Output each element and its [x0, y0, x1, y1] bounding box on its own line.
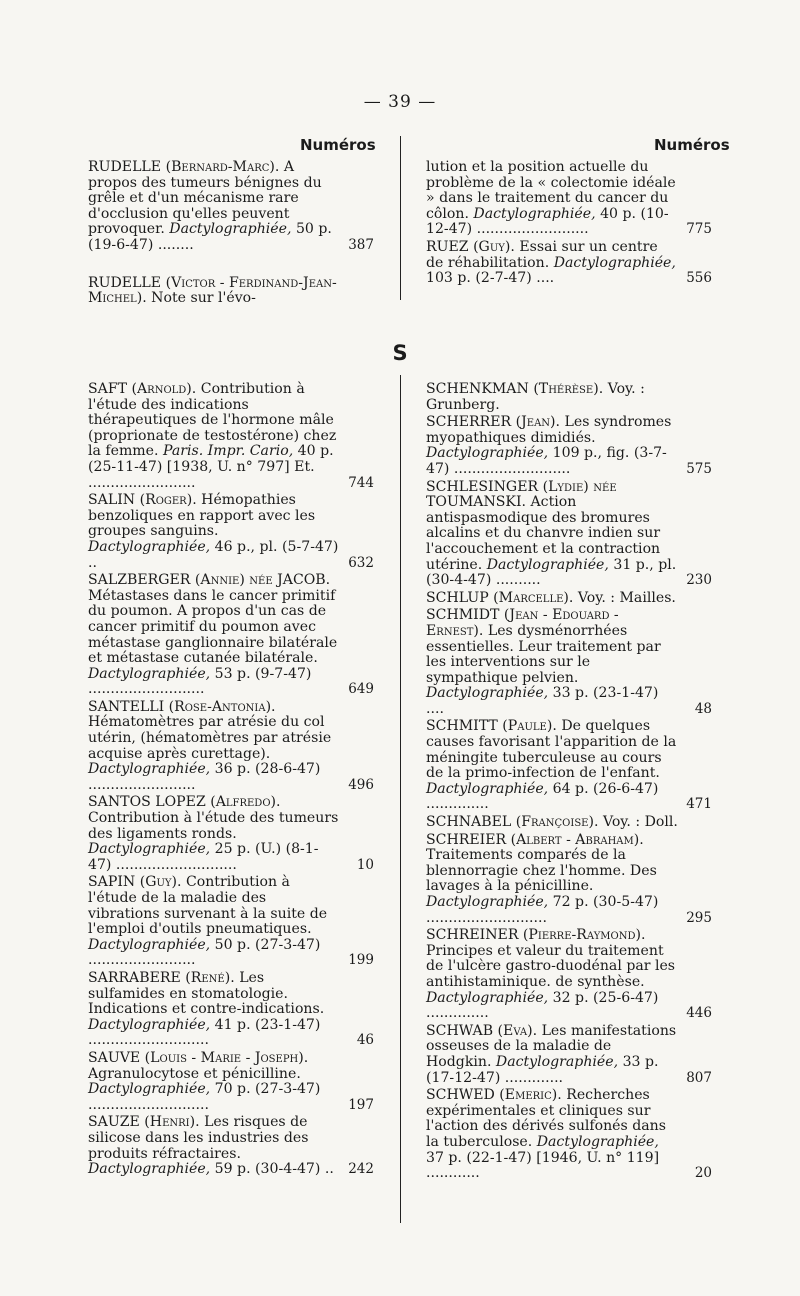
publication-type: Dactylographiée, [88, 1161, 211, 1178]
entry-number: 20 [694, 1165, 712, 1182]
index-entry [426, 815, 712, 831]
author-surname: SCHREINER [426, 927, 519, 944]
author-given-name: (Henri). [144, 1114, 200, 1131]
publication-type: Dactylographiée, [426, 989, 549, 1006]
bottom-right-column [426, 382, 712, 1182]
author-given-name: (Lydie) née TOUMANSKI. [426, 478, 617, 511]
thesis-title: Essai sur un centre de réhabilitation. [426, 238, 658, 271]
author-given-name: (Françoise). [515, 814, 599, 831]
publication-details: 50 p. (27-3-47) ........................ [88, 936, 321, 969]
publication-type: Dactylographiée, [486, 556, 609, 573]
publication-type: Dactylographiée, [426, 685, 549, 702]
author-surname: SARRABERE [88, 969, 181, 986]
author-surname: RUEZ [426, 238, 469, 255]
thesis-title: Principes et valeur du traitement de l'ulcère gastro-duodénal par les antihistaminique. de synthèse. [426, 942, 676, 990]
author-given-name: (Emeric). [499, 1087, 562, 1104]
author-surname: SALIN [88, 492, 136, 509]
author-given-name: (Victor - Ferdinand-Jean-Michel). [88, 274, 337, 307]
publication-details: 37 p. (22-1-47) [1946, U. n° 119] ............ [426, 1149, 660, 1182]
author-given-name: (Albert - Abraham). [510, 831, 644, 848]
index-entry [88, 573, 374, 698]
author-surname: SANTELLI [88, 698, 165, 715]
column-header-right: Numéros [654, 136, 730, 154]
publication-type: Dactylographiée, [169, 221, 292, 238]
publication-type: Dactylographiée, [88, 1016, 211, 1033]
entry-number: 744 [348, 474, 374, 491]
publication-type: Paris. Impr. Cario, [162, 443, 294, 460]
entry-number: 575 [686, 460, 712, 477]
thesis-title: Les syndromes myopathiques dimidiés. [426, 414, 672, 446]
thesis-title: De quelques causes favorisant l'apparition de la méningite tuberculeuse au cours de la primo-infection de l'enfant. [426, 718, 677, 782]
thesis-title: Les risques de silicose dans les industries des produits réfractaires. [88, 1114, 309, 1162]
entry-number: 197 [348, 1096, 374, 1113]
publication-type: Dactylographiée, [426, 445, 549, 462]
section-letter: S [392, 341, 408, 365]
entry-number: 775 [686, 221, 712, 238]
thesis-title: Les dysménorrhées essentielles. Leur traitement par les interventions sur le sympathique pelvien. [426, 622, 661, 686]
author-given-name: (Paule). [502, 718, 557, 735]
publication-details: 25 p. (U.) (8-1-47) ........................... [88, 841, 319, 873]
entry-number: 387 [348, 236, 374, 253]
publication-type: Dactylographiée, [473, 205, 596, 222]
thesis-title: Voy. : Grunberg. [426, 381, 645, 413]
index-entry [88, 971, 374, 1049]
author-given-name: (Jean). [515, 414, 561, 431]
author-surname: SAUZE [88, 1114, 140, 1131]
publication-details: 33 p. (23-1-47) .... [426, 685, 659, 717]
publication-details: 109 p., fig. (3-7-47) .......................... [426, 445, 667, 477]
publication-type: Dactylographiée, [88, 538, 211, 555]
author-surname: SCHWAB [426, 1022, 494, 1039]
thesis-title: Traitements comparés de la blennorragie chez l'homme. Des lavages à la pénicilline. [426, 847, 657, 895]
index-entry [426, 1024, 712, 1086]
entry-number: 496 [348, 776, 374, 793]
author-given-name: (Marcelle). [493, 589, 574, 606]
entry-number: 10 [356, 856, 374, 873]
index-entry [88, 160, 374, 254]
index-entry [88, 1051, 374, 1113]
thesis-title: Note sur l'évo- [151, 290, 256, 307]
column-divider-top [400, 136, 401, 300]
author-given-name: (Alfredo). [210, 794, 281, 811]
publication-details: 103 p. (2-7-47) .... [426, 270, 555, 287]
author-given-name: (Bernard-Marc). [165, 159, 280, 175]
column-header-left: Numéros [300, 136, 376, 154]
thesis-title: Hématomètres par atrésie du col utérin, (hématomètres par atrésie acquise après curettage). [88, 714, 332, 762]
author-surname: SCHLESINGER [426, 478, 539, 495]
entry-number: 632 [348, 554, 374, 571]
publication-details: 33 p. (17-12-47) ............. [426, 1053, 659, 1086]
publication-type: Dactylographiée, [426, 780, 549, 797]
entry-number: 471 [686, 796, 712, 813]
publication-details: 59 p. (30-4-47) .. [214, 1161, 334, 1178]
thesis-title: Action antispasmodique des bromures alcalins et du chanvre indien sur l'accouchement et la contraction utérine. [426, 494, 661, 573]
index-entry [426, 833, 712, 927]
author-given-name: (Thérèse). [533, 381, 604, 397]
author-surname: SAUVE [88, 1049, 141, 1066]
entry-number: 230 [686, 572, 712, 589]
publication-details: 50 p. (19-6-47) ........ [88, 221, 332, 253]
author-given-name: (Rose-Antonia). [168, 698, 276, 715]
entry-number: 446 [686, 1005, 712, 1022]
publication-details: 41 p. (23-1-47) ........................... [88, 1016, 321, 1049]
index-entry [88, 795, 374, 873]
author-surname: SCHREIER [426, 831, 507, 848]
author-surname: SAPIN [88, 874, 136, 891]
thesis-title: Contribution à l'étude des tumeurs des ligaments ronds. [88, 810, 339, 842]
index-entry [88, 700, 374, 794]
index-entry [88, 493, 374, 571]
index-entry [426, 928, 712, 1022]
author-surname: RUDELLE [88, 274, 162, 291]
author-surname: SCHENKMAN [426, 381, 529, 397]
index-entry [426, 1088, 712, 1182]
author-given-name: (Pierre-Raymond). [522, 927, 646, 944]
publication-details: 32 p. (25-6-47) .............. [426, 989, 659, 1022]
thesis-title: Agranulocytose et pénicilline. [88, 1065, 301, 1082]
author-surname: SALZBERGER [88, 572, 191, 589]
thesis-title: Métastases dans le cancer primitif du poumon. A propos d'un cas de cancer primitif du poumon avec métastase ganglionnaire bilatérale et métastase cutanée bilatérale. [88, 587, 338, 667]
index-entry [88, 276, 374, 307]
publication-details: 31 p., pl. (30-4-47) .......... [426, 556, 677, 589]
author-given-name: (Annie) née JACOB. [194, 572, 331, 589]
index-entry [426, 240, 712, 287]
index-entry [426, 608, 712, 717]
thesis-title: Voy. : Doll. [602, 814, 678, 831]
entry-number: 649 [348, 681, 374, 698]
index-entry [88, 382, 374, 491]
top-left-column [88, 160, 374, 307]
author-given-name: (René). [185, 969, 235, 986]
publication-details: 72 p. (30-5-47) ........................... [426, 894, 659, 926]
author-given-name: (Roger). [139, 492, 197, 509]
author-surname: SCHERRER [426, 414, 512, 431]
publication-details: 40 p. (25-11-47) [1938, U. n° 797] Et. ........................ [88, 443, 334, 491]
thesis-title: Contribution à l'étude de la maladie des vibrations survenant à la suite de l'emploi d'outils pneumatiques. [88, 874, 328, 938]
index-entry [426, 415, 712, 477]
index-entry [426, 591, 712, 607]
author-surname: SCHMIDT [426, 607, 500, 624]
entry-number: 199 [348, 952, 374, 969]
entry-number: 46 [356, 1032, 374, 1049]
author-surname: SCHMITT [426, 718, 498, 735]
publication-type: Dactylographiée, [88, 1081, 211, 1098]
author-given-name: (Guy). [473, 238, 515, 255]
bottom-left-column [88, 382, 374, 1178]
thesis-title: Les sulfamides en stomatologie. Indications et contre-indications. [88, 969, 325, 1018]
index-entry [426, 160, 712, 238]
publication-details: 36 p. (28-6-47) ........................ [88, 761, 321, 793]
thesis-title: lution et la position actuelle du problème de la « colectomie idéale » dans le traitement du cancer du côlon. [426, 159, 676, 222]
publication-details: 70 p. (27-3-47) ........................... [88, 1081, 321, 1113]
publication-type: Dactylographiée, [536, 1133, 659, 1150]
author-given-name: (Jean - Edouard - Ernest). [426, 607, 619, 639]
thesis-title: Hémopathies benzoliques en rapport avec les groupes sanguins. [88, 492, 316, 540]
entry-number: 295 [686, 909, 712, 926]
index-entry [426, 480, 712, 589]
publication-details: 53 p. (9-7-47) .......................... [88, 665, 312, 698]
publication-type: Dactylographiée, [88, 936, 211, 953]
entry-number: 556 [686, 270, 712, 287]
publication-details: 46 p., pl. (5-7-47) .. [88, 538, 339, 571]
publication-details: 64 p. (26-6-47) .............. [426, 780, 659, 813]
publication-type: Dactylographiée, [495, 1053, 619, 1070]
publication-type: Dactylographiée, [553, 254, 676, 271]
publication-type: Dactylographiée, [426, 894, 549, 910]
thesis-title: Contribution à l'étude des indications thérapeutiques de l'hormone mâle (proprionate de testostérone) chez la femme. [88, 381, 337, 460]
top-right-column [426, 160, 712, 287]
author-surname: SCHLUP [426, 589, 489, 606]
entry-number: 242 [348, 1161, 374, 1178]
author-surname: SANTOS LOPEZ [88, 794, 206, 811]
author-surname: SCHWED [426, 1087, 495, 1104]
author-given-name: (Guy). [139, 874, 182, 891]
thesis-title: A propos des tumeurs bénignes du grêle et d'un mécanisme rare d'occlusion qu'elles peuvent provoquer. [88, 159, 322, 238]
column-divider-bottom [400, 375, 401, 1223]
page-number: — 39 — [363, 92, 437, 112]
author-surname: SCHNABEL [426, 814, 512, 831]
thesis-title: Les manifestations osseuses de la maladie de Hodgkin. [426, 1022, 677, 1070]
thesis-title: Voy. : Mailles. [577, 589, 676, 606]
publication-details: 40 p. (10-12-47) ......................... [426, 205, 669, 238]
entry-number: 807 [686, 1069, 712, 1086]
index-entry [426, 382, 712, 413]
index-entry [426, 719, 712, 813]
author-surname: SAFT [88, 381, 128, 397]
index-entry [88, 1115, 374, 1177]
entry-number: 48 [694, 700, 712, 717]
thesis-title: Recherches expérimentales et cliniques sur l'action des dérivés sulfonés dans la tuberculose. [426, 1087, 666, 1150]
index-entry [88, 875, 374, 969]
author-given-name: (Eva). [497, 1022, 538, 1039]
publication-type: Dactylographiée, [88, 841, 211, 858]
publication-type: Dactylographiée, [88, 761, 211, 778]
author-given-name: (Arnold). [131, 381, 197, 397]
publication-type: Dactylographiée, [88, 665, 211, 682]
author-surname: RUDELLE [88, 159, 162, 175]
author-given-name: (Louis - Marie - Joseph). [144, 1049, 309, 1066]
